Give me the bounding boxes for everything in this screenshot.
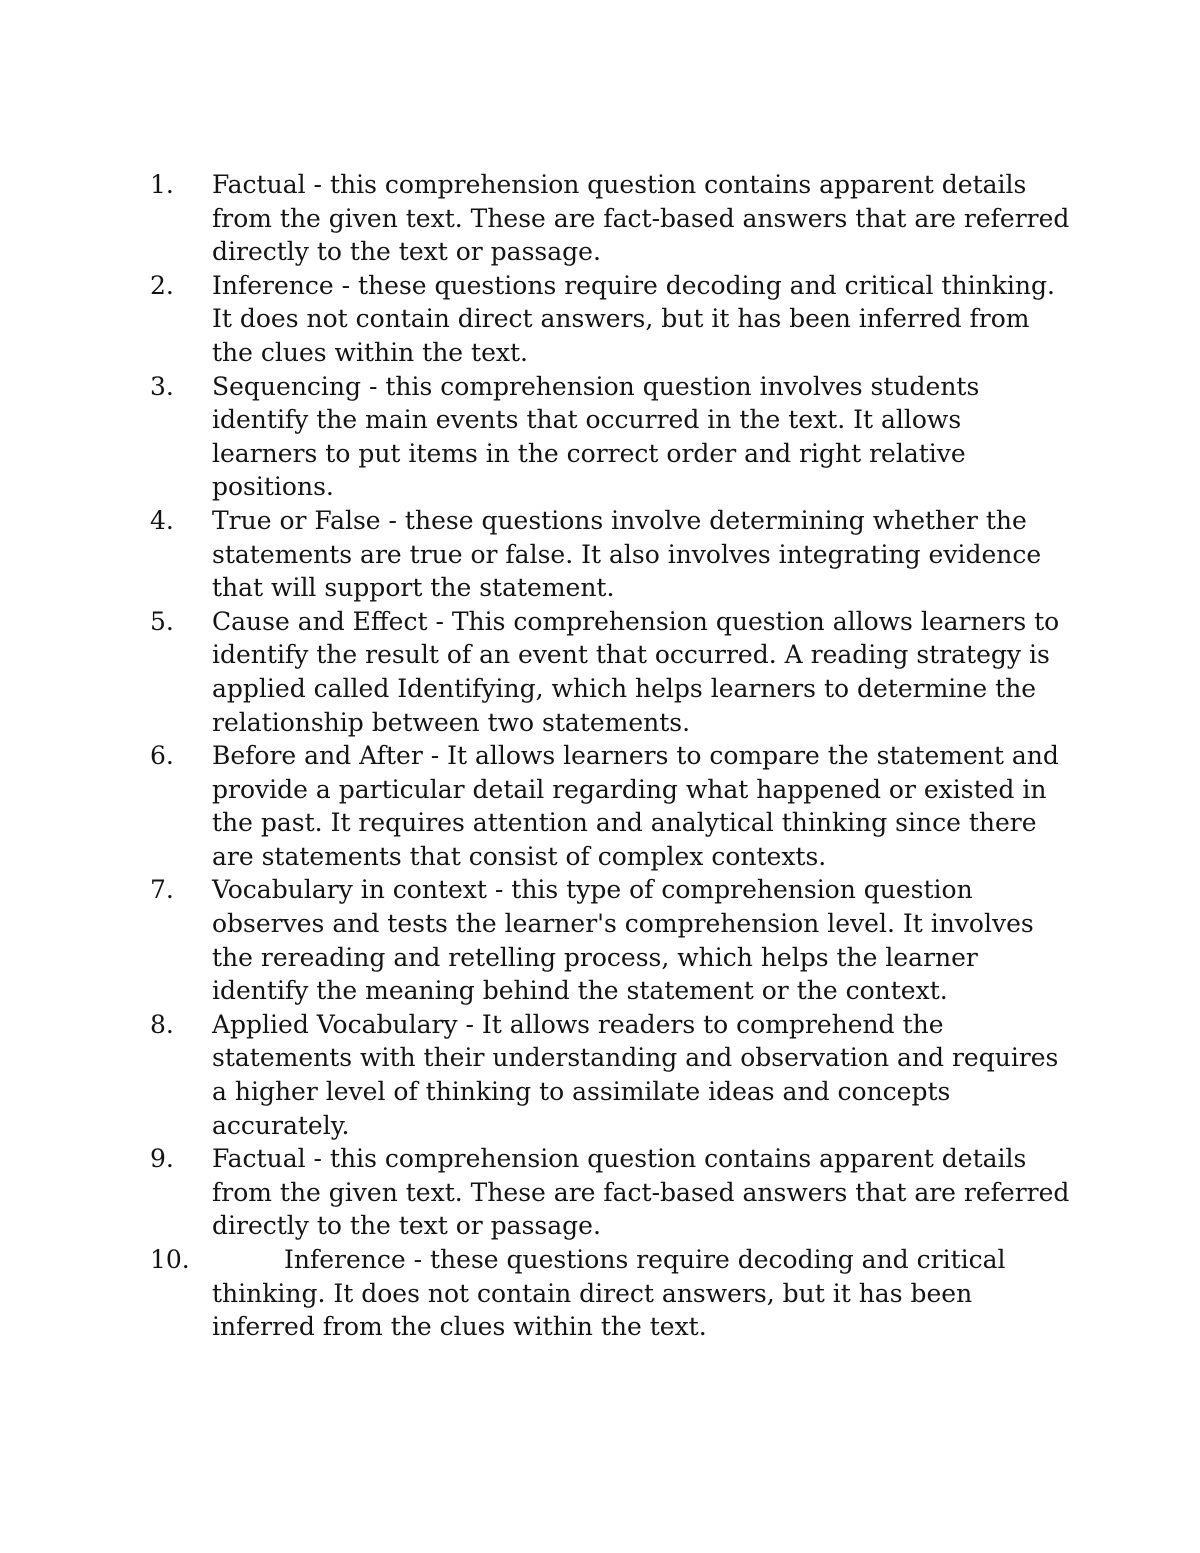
list-item-text: True or False - these questions involve determining whether the statements are true or false. It also involves integrating evidence that will support the statement. <box>212 505 1042 603</box>
list-item-number: 10. <box>150 1245 190 1274</box>
list-item-number: 5. <box>150 606 174 636</box>
list-item-number: 3. <box>150 371 174 401</box>
list-item <box>150 873 1070 1007</box>
list-item-text: Factual - this comprehension question contains apparent details from the given text. These are fact-based answers that are referred directly to the text or passage. <box>212 170 1070 267</box>
list-item-text: Vocabulary in context - this type of comprehension question observes and tests the learner's comprehension level. It involves the rereading and retelling process, which helps the learner identify the meaning behind the statement or the context. <box>212 875 1034 1006</box>
list-item-text: Inference - these questions require decoding and critical thinking. It does not contain direct answers, but it has been inferred from the clues within the text. <box>212 270 1055 367</box>
list-item-text: Inference - these questions require decoding and critical thinking. It does not contain direct answers, but it has been inferred from the clues within the text. <box>212 1245 1006 1342</box>
list-item-text: Applied Vocabulary - It allows readers to comprehend the statements with their understanding and observation and requires a higher level of thinking to assimilate ideas and concepts accurately. <box>212 1009 1059 1140</box>
list-item <box>150 370 1070 504</box>
list-item <box>150 168 1070 269</box>
list-item-number: 6. <box>150 741 174 771</box>
list-item <box>150 739 1070 873</box>
list-item-number: 4. <box>150 505 174 535</box>
list-item <box>150 1008 1070 1142</box>
list-item-number: 2. <box>150 270 174 300</box>
list-item-number: 8. <box>150 1009 174 1039</box>
list-item <box>150 504 1070 605</box>
list-item-number: 7. <box>150 875 174 905</box>
list-item <box>150 1243 1070 1344</box>
list-item-number: 1. <box>150 170 174 199</box>
list-item <box>150 1142 1070 1243</box>
comprehension-question-types-list <box>150 168 1070 1344</box>
list-item <box>150 605 1070 739</box>
list-item-text: Before and After - It allows learners to compare the statement and provide a particular detail regarding what happened or existed in the past. It requires attention and analytical thinking since there are statements that consist of complex contexts. <box>212 741 1059 871</box>
list-item-text: Factual - this comprehension question contains apparent details from the given text. These are fact-based answers that are referred directly to the text or passage. <box>212 1144 1070 1241</box>
list-item-number: 9. <box>150 1144 174 1174</box>
list-item-text: Sequencing - this comprehension question involves students identify the main events that occurred in the text. It allows learners to put items in the correct order and right relative positions. <box>212 371 980 502</box>
list-item <box>150 269 1070 370</box>
list-item-text: Cause and Effect - This comprehension question allows learners to identify the result of an event that occurred. A reading strategy is applied called Identifying, which helps learners to determine the relationship between two statements. <box>212 606 1060 737</box>
